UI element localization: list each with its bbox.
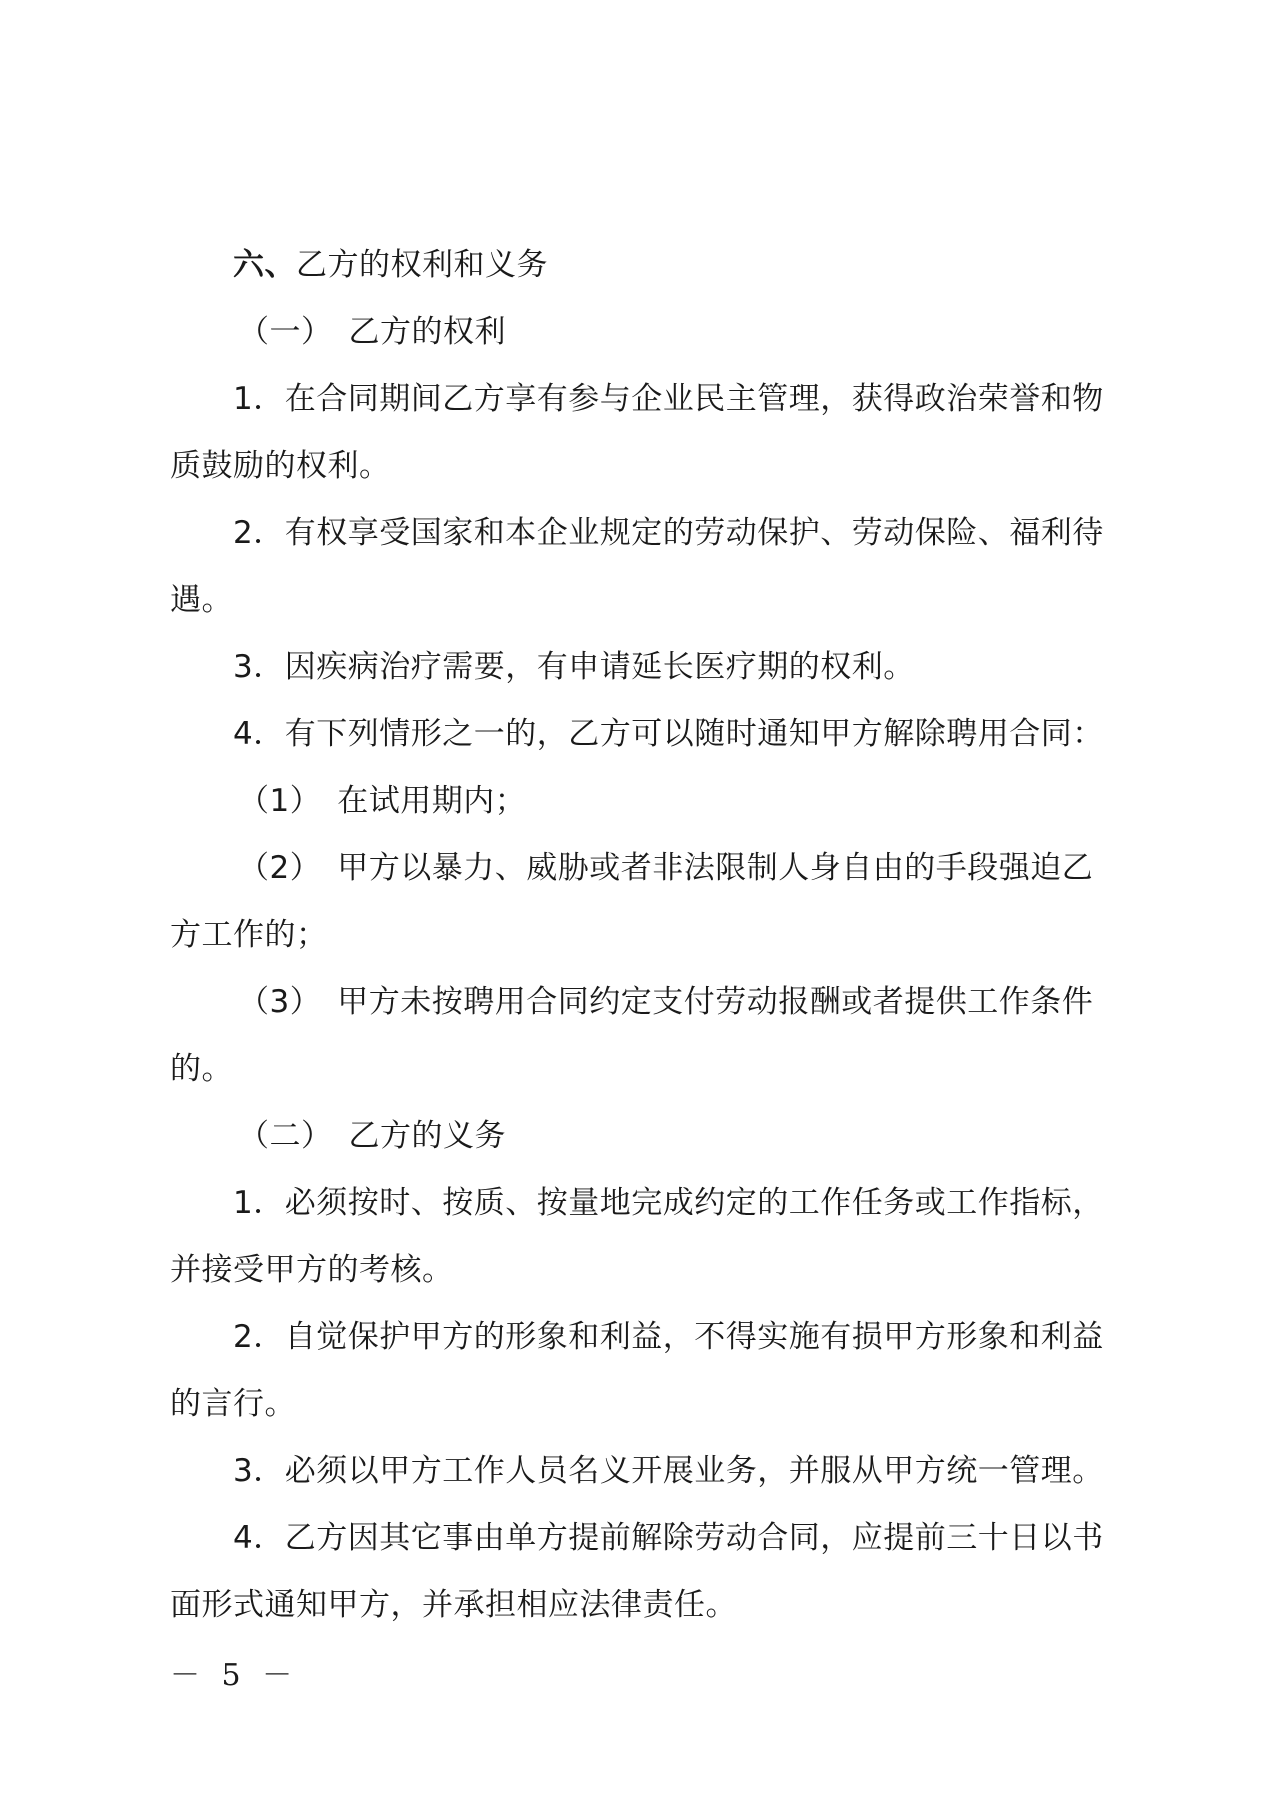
duties-item-1: 1．必须按时、按质、按量地完成约定的工作任务或工作指标，并接受甲方的考核。 [170,1185,1104,1288]
document-body [170,232,1120,1639]
rights-sub-item-1: （1） 在试用期内； [238,783,527,819]
duties-item-4: 4．乙方因其它事由单方提前解除劳动合同，应提前三十日以书面形式通知甲方，并承担相应法律责任。 [170,1520,1104,1623]
section-heading [170,232,1120,299]
rights-heading: （一） 乙方的权利 [238,314,506,350]
duties-item-3: 3．必须以甲方工作人员名义开展业务，并服从甲方统一管理。 [233,1453,1104,1489]
duties-heading: （二） 乙方的义务 [238,1118,506,1154]
rights-item-2: 2．有权享受国家和本企业规定的劳动保护、劳动保险、福利待遇。 [170,515,1104,618]
page-number: － 5 － [170,1658,299,1693]
rights-item-4: 4．有下列情形之一的，乙方可以随时通知甲方解除聘用合同： [233,716,1104,752]
section-title: 乙方的权利和义务 [296,247,548,283]
rights-item-1: 1．在合同期间乙方享有参与企业民主管理，获得政治荣誉和物质鼓励的权利。 [170,381,1104,484]
rights-item-3: 3．因疾病治疗需要，有申请延长医疗期的权利。 [233,649,915,685]
rights-sub-item-3: （3） 甲方未按聘用合同约定支付劳动报酬或者提供工作条件的。 [170,984,1094,1087]
section-number: 六、 [233,247,296,283]
duties-item-2: 2．自觉保护甲方的形象和利益，不得实施有损甲方形象和利益的言行。 [170,1319,1104,1422]
rights-sub-item-2: （2） 甲方以暴力、威胁或者非法限制人身自由的手段强迫乙方工作的； [170,850,1094,953]
